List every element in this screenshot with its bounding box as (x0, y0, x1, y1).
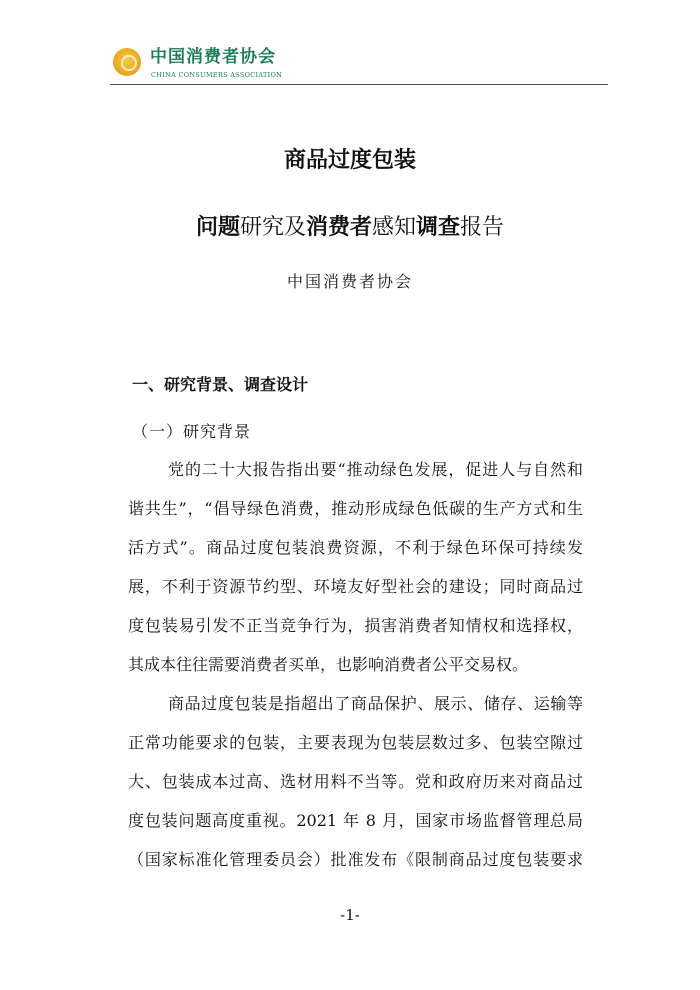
paragraph-line: 其成本往往需要消费者买单，也影响消费者公平交易权。 (128, 655, 529, 674)
subtitle-segment: 调查 (416, 215, 461, 240)
report-subtitle (0, 213, 700, 243)
paragraph-line: 展，不利于资源节约型、环境友好型社会的建设；同时商品过 (128, 577, 583, 596)
subtitle-segment: 问题 (195, 215, 240, 240)
paragraph-line: 活方式”。商品过度包装浪费资源，不利于绿色环保可持续发 (128, 538, 583, 557)
subtitle-segment: 报告 (460, 215, 505, 240)
paragraph-line: （国家标准化管理委员会）批准发布《限制商品过度包装要求 (128, 850, 583, 869)
paragraph-line: 商品过度包装是指超出了商品保护、展示、储存、运输等 (168, 694, 583, 713)
org-name-en: CHINA CONSUMERS ASSOCIATION (151, 71, 283, 79)
paragraph-line: 正常功能要求的包装，主要表现为包装层数过多、包装空隙过 (128, 733, 583, 752)
cca-logo-icon (113, 48, 141, 76)
subtitle-segment: 感知 (372, 215, 417, 240)
report-title: 商品过度包装 (283, 148, 416, 173)
paragraph-line: 度包装易引发不正当竞争行为，损害消费者知情权和选择权， (128, 616, 583, 635)
paragraph-line: 党的二十大报告指出要“推动绿色发展，促进人与自然和 (168, 460, 583, 479)
paragraph-line: 谐共生”，“倡导绿色消费，推动形成绿色低碳的生产方式和生 (128, 499, 583, 518)
paragraph-line: 度包装问题高度重视。2021 年 8 月，国家市场监督管理总局 (128, 811, 583, 830)
report-author: 中国消费者协会 (286, 272, 413, 291)
header-divider (110, 84, 608, 85)
subsection-heading: （一）研究背景 (132, 422, 252, 441)
org-name-cn: 中国消费者协会 (150, 47, 276, 67)
subtitle-segment: 消费者 (305, 215, 372, 240)
section-heading: 一、研究背景、调查设计 (132, 375, 309, 394)
subtitle-segment: 研究及 (239, 215, 306, 240)
page-number: -1- (340, 906, 360, 924)
paragraph-line: 大、包装成本过高、选材用料不当等。党和政府历来对商品过 (128, 772, 583, 791)
